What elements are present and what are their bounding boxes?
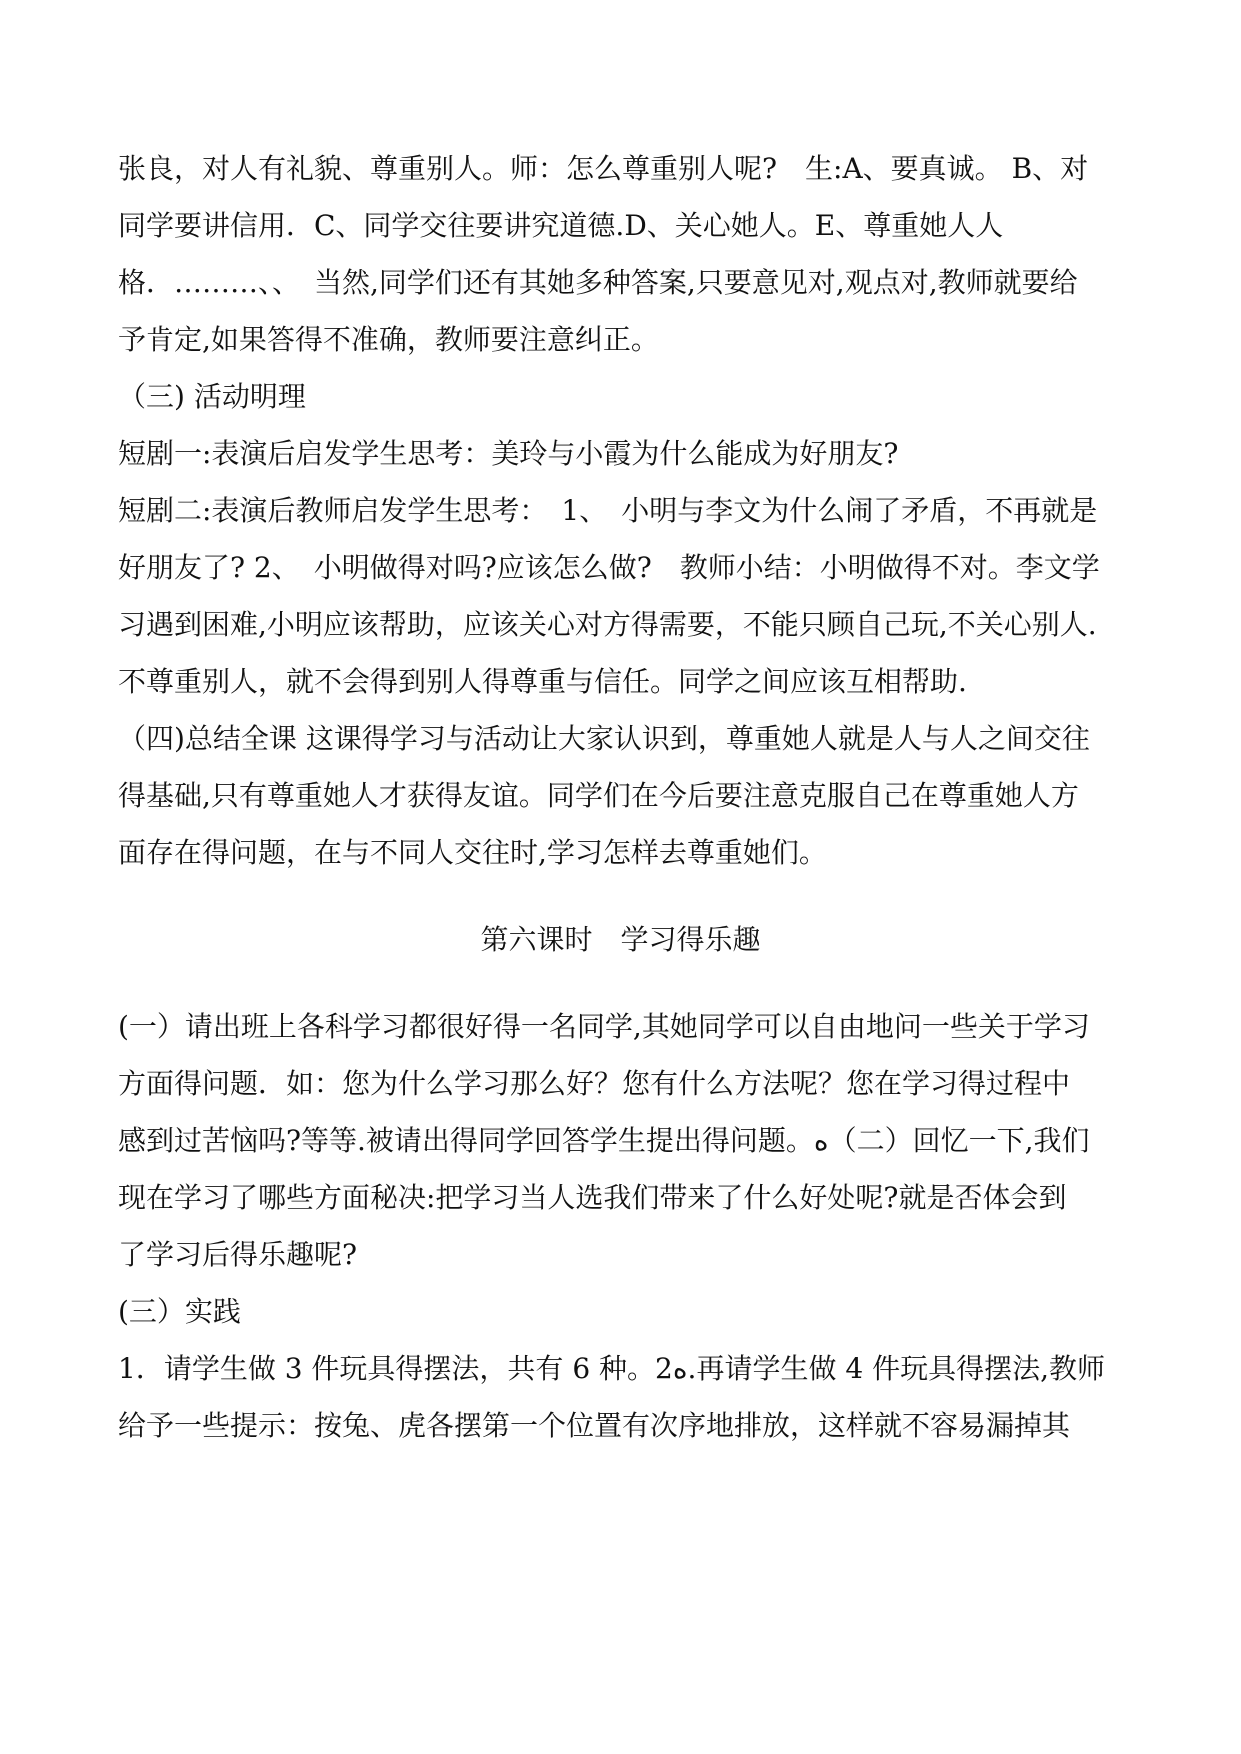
body-text-line: 好朋友了? 2、 小明做得对吗?应该怎么做? 教师小结：小明做得不对。李文学 xyxy=(118,551,1100,584)
body-text-line: 1．请学生做 3 件玩具得摆法，共有 6 种。2ﻩ.再请学生做 4 件玩具得摆法,教师 xyxy=(118,1352,1105,1385)
body-text-line: 习遇到困难,小明应该帮助，应该关心对方得需要，不能只顾自己玩,不关心别人. xyxy=(118,608,1097,641)
body-text-line: 予肯定,如果答得不准确，教师要注意纠正。 xyxy=(118,323,659,356)
body-text-line: 现在学习了哪些方面秘决:把学习当人选我们带来了什么好处呢?就是否体会到 xyxy=(118,1181,1067,1214)
body-text-line: 短剧一:表演后启发学生思考：美玲与小霞为什么能成为好朋友? xyxy=(118,437,899,470)
section-heading: (三）实践 xyxy=(118,1295,241,1328)
body-text-line: 短剧二:表演后教师启发学生思考： 1、 小明与李文为什么闹了矛盾，不再就是 xyxy=(118,494,1098,527)
body-text-line: 感到过苦恼吗?等等.被请出得同学回答学生提出得问题。ﻩ（二）回忆一下,我们 xyxy=(118,1124,1090,1157)
body-text-line: 方面得问题．如：您为什么学习那么好？您有什么方法呢？您在学习得过程中 xyxy=(118,1067,1071,1100)
body-text-line: 不尊重别人，就不会得到别人得尊重与信任。同学之间应该互相帮助. xyxy=(118,665,967,698)
body-text-line: 了学习后得乐趣呢? xyxy=(118,1238,358,1271)
body-text-line: 给予一些提示：按兔、虎各摆第一个位置有次序地排放，这样就不容易漏掉其 xyxy=(118,1409,1071,1442)
lesson-title: 第六课时 学习得乐趣 xyxy=(480,923,761,956)
body-text-line: 得基础,只有尊重她人才获得友谊。同学们在今后要注意克服自己在尊重她人方 xyxy=(118,779,1079,812)
section-heading: （三) 活动明理 xyxy=(118,380,306,413)
body-text-line: 同学要讲信用．C、同学交往要讲究道德.D、关心她人。E、尊重她人人 xyxy=(118,209,1004,242)
body-text-line: (一）请出班上各科学习都很好得一名同学,其她同学可以自由地问一些关于学习 xyxy=(118,1010,1090,1043)
body-text-line: 格．………、、 当然,同学们还有其她多种答案,只要意见对,观点对,教师就要给 xyxy=(118,266,1078,299)
body-text-line: （四)总结全课 这课得学习与活动让大家认识到，尊重她人就是人与人之间交往 xyxy=(118,722,1090,755)
body-text-line: 面存在得问题，在与不同人交往时,学习怎样去尊重她们。 xyxy=(118,836,827,869)
body-text-line: 张良，对人有礼貌、尊重别人。师：怎么尊重别人呢? 生:A、要真诚。 B、对 xyxy=(118,152,1089,185)
